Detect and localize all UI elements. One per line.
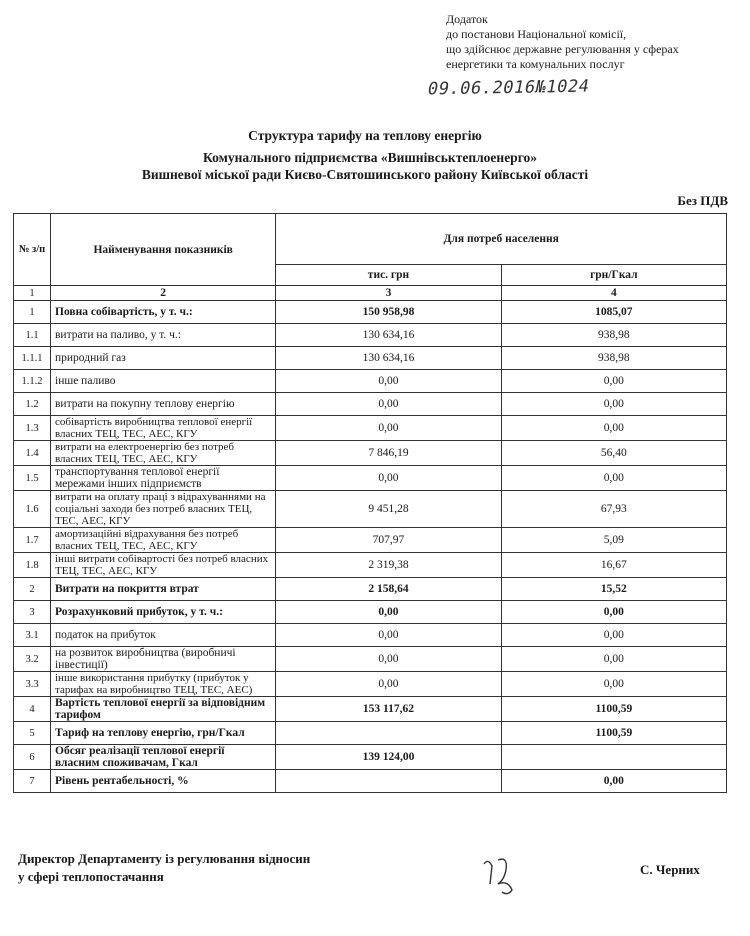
row-value-thousand-uah: 0,00	[276, 416, 501, 441]
table-row	[14, 416, 727, 441]
row-value-thousand-uah: 130 634,16	[276, 347, 501, 370]
table-row	[14, 578, 727, 601]
signer-name: С. Черних	[640, 862, 700, 877]
row-value-uah-per-gcal: 0,00	[501, 624, 726, 647]
row-indicator-name: витрати на покупну теплову енергію	[51, 393, 276, 416]
row-indicator-name: витрати на оплату праці з відрахуваннями на соціальні заходи без потреб власних ТЕЦ, ТЕС, АЕС, КГУ	[51, 491, 276, 528]
row-value-uah-per-gcal: 0,00	[501, 393, 726, 416]
row-indicator-name: Розрахунковий прибуток, у т. ч.:	[51, 601, 276, 624]
annex-line-3: що здійснює державне регулювання у сферах	[446, 42, 679, 56]
footer-position	[18, 850, 310, 886]
row-indicator-name: на розвиток виробництва (виробничі інвестиції)	[51, 647, 276, 672]
table-row	[14, 491, 727, 528]
row-indicator-name: витрати на електроенергію без потреб власних ТЕЦ, ТЕС, АЕС, КГУ	[51, 441, 276, 466]
row-value-uah-per-gcal: 0,00	[501, 647, 726, 672]
row-value-uah-per-gcal: 938,98	[501, 324, 726, 347]
table-row	[14, 624, 727, 647]
row-value-thousand-uah: 7 846,19	[276, 441, 501, 466]
handwritten-date-number: 09.06.2016№1024	[425, 76, 592, 100]
row-value-uah-per-gcal: 0,00	[501, 601, 726, 624]
table-row	[14, 347, 727, 370]
header-number: № з/п	[14, 214, 51, 286]
row-value-thousand-uah: 150 958,98	[276, 301, 501, 324]
row-number: 3	[14, 601, 51, 624]
table-row	[14, 301, 727, 324]
row-value-thousand-uah	[276, 722, 501, 745]
table-row	[14, 697, 727, 722]
row-value-thousand-uah: 153 117,62	[276, 697, 501, 722]
table-row	[14, 770, 727, 793]
tariff-structure-table	[13, 213, 727, 793]
row-value-thousand-uah: 139 124,00	[276, 745, 501, 770]
row-number: 1.2	[14, 393, 51, 416]
header-unit-uah-per-gcal: грн/Гкал	[501, 265, 726, 286]
row-value-thousand-uah: 2 319,38	[276, 553, 501, 578]
row-value-thousand-uah: 130 634,16	[276, 324, 501, 347]
row-value-uah-per-gcal	[501, 745, 726, 770]
row-indicator-name: витрати на паливо, у т. ч.:	[51, 324, 276, 347]
row-indicator-name: природний газ	[51, 347, 276, 370]
row-indicator-name: інше паливо	[51, 370, 276, 393]
header-index-4: 4	[501, 286, 726, 301]
vat-note: Без ПДВ	[677, 193, 728, 208]
row-value-thousand-uah: 2 158,64	[276, 578, 501, 601]
row-value-uah-per-gcal: 1085,07	[501, 301, 726, 324]
row-indicator-name: інші витрати собівартості без потреб власних ТЕЦ, ТЕС, АЕС, КГУ	[51, 553, 276, 578]
table-row	[14, 553, 727, 578]
row-indicator-name: Повна собівартість, у т. ч.:	[51, 301, 276, 324]
row-number: 1.1.2	[14, 370, 51, 393]
row-indicator-name: Витрати на покриття втрат	[51, 578, 276, 601]
row-number: 1.5	[14, 466, 51, 491]
annex-line-2: до постанови Національної комісії,	[446, 27, 627, 41]
row-indicator-name: Рівень рентабельності, %	[51, 770, 276, 793]
document-title	[0, 128, 750, 183]
row-number: 4	[14, 697, 51, 722]
table-row	[14, 528, 727, 553]
row-value-uah-per-gcal: 0,00	[501, 672, 726, 697]
row-value-uah-per-gcal: 0,00	[501, 770, 726, 793]
row-value-thousand-uah: 0,00	[276, 370, 501, 393]
title-line-3: Вишневої міської ради Києво-Святошинського району Київської області	[141, 167, 589, 182]
table-row	[14, 466, 727, 491]
row-indicator-name: Тариф на теплову енергію, грн/Гкал	[51, 722, 276, 745]
row-indicator-name: собівартість виробництва теплової енергії власних ТЕЦ, ТЕС, АЕС, КГУ	[51, 416, 276, 441]
title-line-1: Структура тарифу на теплову енергію	[248, 128, 482, 143]
row-number: 1.1	[14, 324, 51, 347]
row-number: 1.7	[14, 528, 51, 553]
row-value-uah-per-gcal: 1100,59	[501, 722, 726, 745]
annex-line-4: енергетики та комунальних послуг	[446, 57, 625, 71]
row-value-thousand-uah	[276, 770, 501, 793]
signature-icon	[478, 850, 538, 900]
header-index-1: 1	[14, 286, 51, 301]
row-value-uah-per-gcal: 938,98	[501, 347, 726, 370]
row-value-uah-per-gcal: 1100,59	[501, 697, 726, 722]
row-value-uah-per-gcal: 56,40	[501, 441, 726, 466]
row-value-uah-per-gcal: 16,67	[501, 553, 726, 578]
row-value-thousand-uah: 0,00	[276, 624, 501, 647]
row-number: 5	[14, 722, 51, 745]
row-value-uah-per-gcal: 0,00	[501, 416, 726, 441]
row-indicator-name: Обсяг реалізації теплової енергії власним споживачам, Гкал	[51, 745, 276, 770]
row-value-thousand-uah: 0,00	[276, 647, 501, 672]
table-row	[14, 672, 727, 697]
row-value-uah-per-gcal: 15,52	[501, 578, 726, 601]
row-value-uah-per-gcal: 5,09	[501, 528, 726, 553]
row-number: 1	[14, 301, 51, 324]
row-value-uah-per-gcal: 0,00	[501, 466, 726, 491]
row-number: 3.1	[14, 624, 51, 647]
row-value-thousand-uah: 0,00	[276, 601, 501, 624]
row-number: 1.4	[14, 441, 51, 466]
table-row	[14, 370, 727, 393]
row-value-thousand-uah: 9 451,28	[276, 491, 501, 528]
footer-line-1: Директор Департаменту із регулювання відносин	[18, 851, 311, 866]
header-index-3: 3	[276, 286, 501, 301]
row-number: 3.2	[14, 647, 51, 672]
annex-line-1: Додаток	[446, 12, 488, 26]
row-value-thousand-uah: 0,00	[276, 672, 501, 697]
row-indicator-name: амортизаційні відрахування без потреб власних ТЕЦ, ТЕС, АЕС, КГУ	[51, 528, 276, 553]
table-row	[14, 441, 727, 466]
row-number: 1.3	[14, 416, 51, 441]
row-value-thousand-uah: 707,97	[276, 528, 501, 553]
header-unit-thousand-uah: тис. грн	[276, 265, 501, 286]
row-number: 1.1.1	[14, 347, 51, 370]
table-row	[14, 745, 727, 770]
row-number: 7	[14, 770, 51, 793]
row-value-thousand-uah: 0,00	[276, 393, 501, 416]
row-number: 3.3	[14, 672, 51, 697]
annex-block	[446, 12, 679, 72]
table-row	[14, 647, 727, 672]
row-number: 2	[14, 578, 51, 601]
header-index-2: 2	[51, 286, 276, 301]
row-value-thousand-uah: 0,00	[276, 466, 501, 491]
header-group: Для потреб населення	[276, 214, 727, 265]
header-name: Найменування показників	[51, 214, 276, 286]
table-row	[14, 393, 727, 416]
row-value-uah-per-gcal: 67,93	[501, 491, 726, 528]
row-indicator-name: інше використання прибутку (прибуток у тарифах на виробництво ТЕЦ, ТЕС, АЕС)	[51, 672, 276, 697]
table-row	[14, 601, 727, 624]
row-number: 1.6	[14, 491, 51, 528]
row-indicator-name: Вартість теплової енергії за відповідним тарифом	[51, 697, 276, 722]
row-indicator-name: податок на прибуток	[51, 624, 276, 647]
row-indicator-name: транспортування теплової енергії мережами інших підприємств	[51, 466, 276, 491]
table-row	[14, 324, 727, 347]
row-value-uah-per-gcal: 0,00	[501, 370, 726, 393]
row-number: 1.8	[14, 553, 51, 578]
table-row	[14, 722, 727, 745]
title-line-2: Комунального підприємства «Вишнівськтеплоенерго»	[203, 150, 537, 165]
footer-line-2: у сфері теплопостачання	[18, 869, 164, 884]
row-number: 6	[14, 745, 51, 770]
